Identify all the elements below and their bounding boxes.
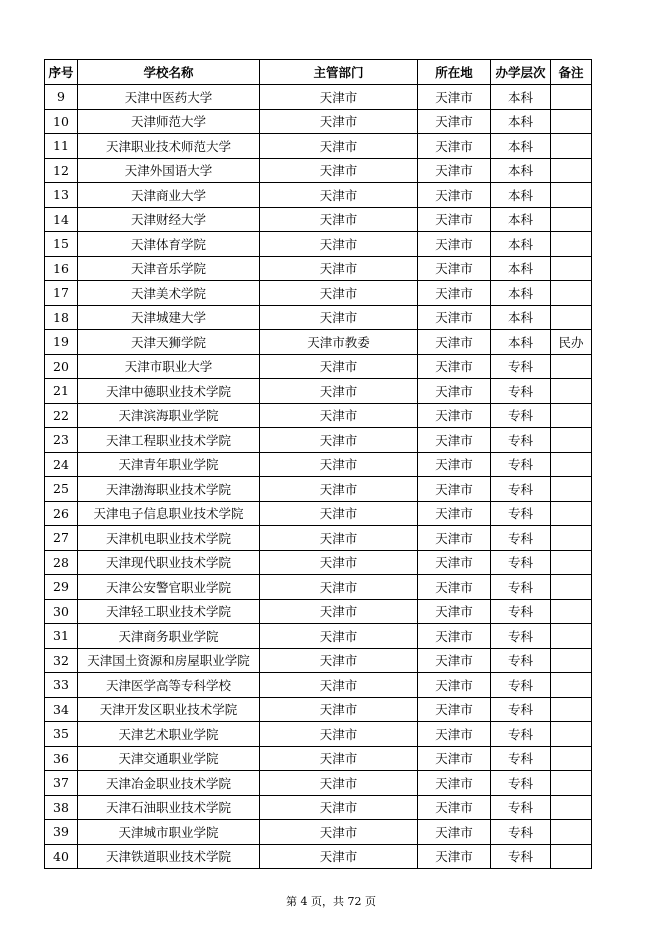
table-row [45, 158, 592, 183]
cell-school-name: 天津职业技术师范大学 [78, 134, 260, 159]
cell-index: 40 [45, 844, 78, 869]
cell-remark: 民办 [551, 330, 592, 355]
cell-department: 天津市 [260, 134, 418, 159]
cell-location: 天津市 [418, 232, 491, 257]
cell-school-name: 天津商务职业学院 [78, 624, 260, 649]
cell-school-name: 天津天狮学院 [78, 330, 260, 355]
cell-department: 天津市 [260, 526, 418, 551]
table-row [45, 428, 592, 453]
cell-index: 10 [45, 109, 78, 134]
cell-index: 37 [45, 771, 78, 796]
cell-level: 专科 [491, 354, 551, 379]
table-row [45, 550, 592, 575]
cell-school-name: 天津轻工职业技术学院 [78, 599, 260, 624]
cell-index: 21 [45, 379, 78, 404]
cell-level: 专科 [491, 379, 551, 404]
cell-remark [551, 158, 592, 183]
cell-remark [551, 771, 592, 796]
table-row [45, 624, 592, 649]
cell-index: 35 [45, 722, 78, 747]
cell-location: 天津市 [418, 746, 491, 771]
cell-school-name: 天津开发区职业技术学院 [78, 697, 260, 722]
cell-location: 天津市 [418, 354, 491, 379]
table-header-row [45, 60, 592, 85]
cell-remark [551, 820, 592, 845]
cell-department: 天津市 [260, 452, 418, 477]
table-row [45, 477, 592, 502]
cell-location: 天津市 [418, 428, 491, 453]
header-school-name: 学校名称 [78, 60, 260, 85]
cell-location: 天津市 [418, 795, 491, 820]
cell-location: 天津市 [418, 256, 491, 281]
cell-school-name: 天津财经大学 [78, 207, 260, 232]
cell-department: 天津市 [260, 305, 418, 330]
cell-remark [551, 232, 592, 257]
cell-location: 天津市 [418, 844, 491, 869]
header-remark: 备注 [551, 60, 592, 85]
cell-school-name: 天津音乐学院 [78, 256, 260, 281]
cell-index: 12 [45, 158, 78, 183]
cell-location: 天津市 [418, 722, 491, 747]
cell-remark [551, 722, 592, 747]
cell-index: 11 [45, 134, 78, 159]
table-row [45, 746, 592, 771]
table-row [45, 648, 592, 673]
cell-location: 天津市 [418, 281, 491, 306]
cell-level: 专科 [491, 624, 551, 649]
cell-index: 39 [45, 820, 78, 845]
cell-index: 23 [45, 428, 78, 453]
cell-school-name: 天津艺术职业学院 [78, 722, 260, 747]
cell-level: 专科 [491, 648, 551, 673]
cell-remark [551, 477, 592, 502]
cell-remark [551, 452, 592, 477]
cell-index: 18 [45, 305, 78, 330]
cell-remark [551, 746, 592, 771]
cell-school-name: 天津城建大学 [78, 305, 260, 330]
cell-school-name: 天津冶金职业技术学院 [78, 771, 260, 796]
cell-remark [551, 501, 592, 526]
cell-remark [551, 575, 592, 600]
cell-department: 天津市 [260, 844, 418, 869]
cell-remark [551, 550, 592, 575]
cell-location: 天津市 [418, 379, 491, 404]
cell-level: 专科 [491, 501, 551, 526]
cell-index: 36 [45, 746, 78, 771]
cell-department: 天津市 [260, 109, 418, 134]
cell-school-name: 天津交通职业学院 [78, 746, 260, 771]
cell-level: 本科 [491, 207, 551, 232]
cell-remark [551, 795, 592, 820]
cell-index: 31 [45, 624, 78, 649]
table-row [45, 305, 592, 330]
table-row [45, 256, 592, 281]
cell-school-name: 天津医学高等专科学校 [78, 673, 260, 698]
cell-remark [551, 85, 592, 110]
cell-remark [551, 305, 592, 330]
cell-level: 本科 [491, 109, 551, 134]
cell-department: 天津市 [260, 428, 418, 453]
cell-location: 天津市 [418, 477, 491, 502]
cell-school-name: 天津中医药大学 [78, 85, 260, 110]
cell-index: 38 [45, 795, 78, 820]
cell-index: 25 [45, 477, 78, 502]
cell-index: 27 [45, 526, 78, 551]
cell-department: 天津市 [260, 158, 418, 183]
header-level: 办学层次 [491, 60, 551, 85]
cell-remark [551, 673, 592, 698]
cell-location: 天津市 [418, 158, 491, 183]
cell-level: 专科 [491, 722, 551, 747]
cell-index: 15 [45, 232, 78, 257]
table-row [45, 501, 592, 526]
cell-department: 天津市 [260, 232, 418, 257]
cell-remark [551, 207, 592, 232]
cell-location: 天津市 [418, 109, 491, 134]
cell-department: 天津市 [260, 697, 418, 722]
cell-level: 专科 [491, 428, 551, 453]
cell-index: 33 [45, 673, 78, 698]
cell-school-name: 天津体育学院 [78, 232, 260, 257]
cell-level: 专科 [491, 673, 551, 698]
cell-level: 专科 [491, 820, 551, 845]
cell-department: 天津市 [260, 379, 418, 404]
cell-location: 天津市 [418, 697, 491, 722]
cell-school-name: 天津滨海职业学院 [78, 403, 260, 428]
cell-school-name: 天津公安警官职业学院 [78, 575, 260, 600]
cell-location: 天津市 [418, 771, 491, 796]
table-row [45, 820, 592, 845]
cell-school-name: 天津中德职业技术学院 [78, 379, 260, 404]
cell-location: 天津市 [418, 673, 491, 698]
cell-department: 天津市 [260, 722, 418, 747]
cell-remark [551, 624, 592, 649]
page-footer: 第 4 页，共 72 页 [286, 895, 376, 908]
cell-school-name: 天津市职业大学 [78, 354, 260, 379]
cell-location: 天津市 [418, 305, 491, 330]
table-row [45, 722, 592, 747]
cell-department: 天津市 [260, 771, 418, 796]
table-row [45, 526, 592, 551]
cell-level: 专科 [491, 550, 551, 575]
table-row [45, 232, 592, 257]
cell-department: 天津市 [260, 550, 418, 575]
cell-school-name: 天津铁道职业技术学院 [78, 844, 260, 869]
cell-level: 专科 [491, 844, 551, 869]
cell-level: 本科 [491, 281, 551, 306]
cell-remark [551, 354, 592, 379]
cell-level: 专科 [491, 599, 551, 624]
cell-department: 天津市 [260, 746, 418, 771]
cell-remark [551, 599, 592, 624]
cell-location: 天津市 [418, 134, 491, 159]
cell-index: 17 [45, 281, 78, 306]
cell-department: 天津市 [260, 673, 418, 698]
cell-index: 13 [45, 183, 78, 208]
cell-location: 天津市 [418, 820, 491, 845]
cell-location: 天津市 [418, 526, 491, 551]
cell-index: 16 [45, 256, 78, 281]
cell-level: 本科 [491, 305, 551, 330]
cell-remark [551, 109, 592, 134]
table-row [45, 795, 592, 820]
cell-school-name: 天津外国语大学 [78, 158, 260, 183]
cell-school-name: 天津青年职业学院 [78, 452, 260, 477]
cell-remark [551, 134, 592, 159]
cell-level: 本科 [491, 134, 551, 159]
table-row [45, 452, 592, 477]
table-row [45, 134, 592, 159]
cell-school-name: 天津师范大学 [78, 109, 260, 134]
cell-level: 专科 [491, 452, 551, 477]
cell-index: 20 [45, 354, 78, 379]
cell-school-name: 天津商业大学 [78, 183, 260, 208]
cell-location: 天津市 [418, 452, 491, 477]
table-row [45, 109, 592, 134]
cell-level: 本科 [491, 158, 551, 183]
cell-level: 专科 [491, 403, 551, 428]
cell-remark [551, 379, 592, 404]
cell-school-name: 天津工程职业技术学院 [78, 428, 260, 453]
cell-index: 19 [45, 330, 78, 355]
cell-department: 天津市 [260, 85, 418, 110]
cell-location: 天津市 [418, 501, 491, 526]
cell-department: 天津市 [260, 501, 418, 526]
cell-remark [551, 183, 592, 208]
table-row [45, 599, 592, 624]
cell-department: 天津市 [260, 183, 418, 208]
cell-location: 天津市 [418, 183, 491, 208]
cell-index: 30 [45, 599, 78, 624]
cell-school-name: 天津渤海职业技术学院 [78, 477, 260, 502]
cell-level: 专科 [491, 771, 551, 796]
table-body [45, 85, 592, 869]
cell-school-name: 天津现代职业技术学院 [78, 550, 260, 575]
table-row [45, 403, 592, 428]
table-row [45, 85, 592, 110]
cell-department: 天津市 [260, 477, 418, 502]
cell-remark [551, 648, 592, 673]
table-row [45, 330, 592, 355]
cell-location: 天津市 [418, 624, 491, 649]
cell-level: 本科 [491, 183, 551, 208]
cell-department: 天津市 [260, 354, 418, 379]
cell-level: 本科 [491, 256, 551, 281]
cell-location: 天津市 [418, 648, 491, 673]
cell-remark [551, 526, 592, 551]
table-row [45, 379, 592, 404]
cell-remark [551, 697, 592, 722]
header-location: 所在地 [418, 60, 491, 85]
cell-department: 天津市 [260, 575, 418, 600]
cell-department: 天津市 [260, 648, 418, 673]
cell-department: 天津市教委 [260, 330, 418, 355]
table-row [45, 697, 592, 722]
cell-department: 天津市 [260, 403, 418, 428]
cell-school-name: 天津国土资源和房屋职业学院 [78, 648, 260, 673]
table-row [45, 354, 592, 379]
table-row [45, 673, 592, 698]
cell-index: 32 [45, 648, 78, 673]
cell-department: 天津市 [260, 207, 418, 232]
cell-school-name: 天津城市职业学院 [78, 820, 260, 845]
cell-level: 专科 [491, 477, 551, 502]
cell-department: 天津市 [260, 256, 418, 281]
cell-department: 天津市 [260, 795, 418, 820]
cell-department: 天津市 [260, 599, 418, 624]
cell-school-name: 天津石油职业技术学院 [78, 795, 260, 820]
cell-school-name: 天津电子信息职业技术学院 [78, 501, 260, 526]
header-index: 序号 [45, 60, 78, 85]
cell-location: 天津市 [418, 85, 491, 110]
cell-index: 9 [45, 85, 78, 110]
cell-school-name: 天津美术学院 [78, 281, 260, 306]
cell-remark [551, 256, 592, 281]
table-row [45, 281, 592, 306]
cell-remark [551, 844, 592, 869]
cell-index: 14 [45, 207, 78, 232]
cell-location: 天津市 [418, 207, 491, 232]
cell-index: 28 [45, 550, 78, 575]
cell-level: 专科 [491, 526, 551, 551]
table-row [45, 844, 592, 869]
cell-index: 24 [45, 452, 78, 477]
cell-level: 专科 [491, 746, 551, 771]
cell-department: 天津市 [260, 281, 418, 306]
cell-level: 专科 [491, 697, 551, 722]
cell-index: 22 [45, 403, 78, 428]
cell-remark [551, 428, 592, 453]
cell-location: 天津市 [418, 403, 491, 428]
cell-location: 天津市 [418, 599, 491, 624]
cell-index: 26 [45, 501, 78, 526]
cell-department: 天津市 [260, 624, 418, 649]
cell-department: 天津市 [260, 820, 418, 845]
cell-location: 天津市 [418, 550, 491, 575]
header-department: 主管部门 [260, 60, 418, 85]
table-row [45, 183, 592, 208]
cell-level: 本科 [491, 85, 551, 110]
table-row [45, 575, 592, 600]
cell-remark [551, 403, 592, 428]
table-row [45, 771, 592, 796]
cell-index: 29 [45, 575, 78, 600]
cell-remark [551, 281, 592, 306]
cell-level: 专科 [491, 795, 551, 820]
cell-school-name: 天津机电职业技术学院 [78, 526, 260, 551]
cell-level: 专科 [491, 575, 551, 600]
cell-level: 本科 [491, 330, 551, 355]
cell-location: 天津市 [418, 330, 491, 355]
school-list-table [44, 59, 592, 869]
cell-location: 天津市 [418, 575, 491, 600]
table-row [45, 207, 592, 232]
cell-index: 34 [45, 697, 78, 722]
cell-level: 本科 [491, 232, 551, 257]
